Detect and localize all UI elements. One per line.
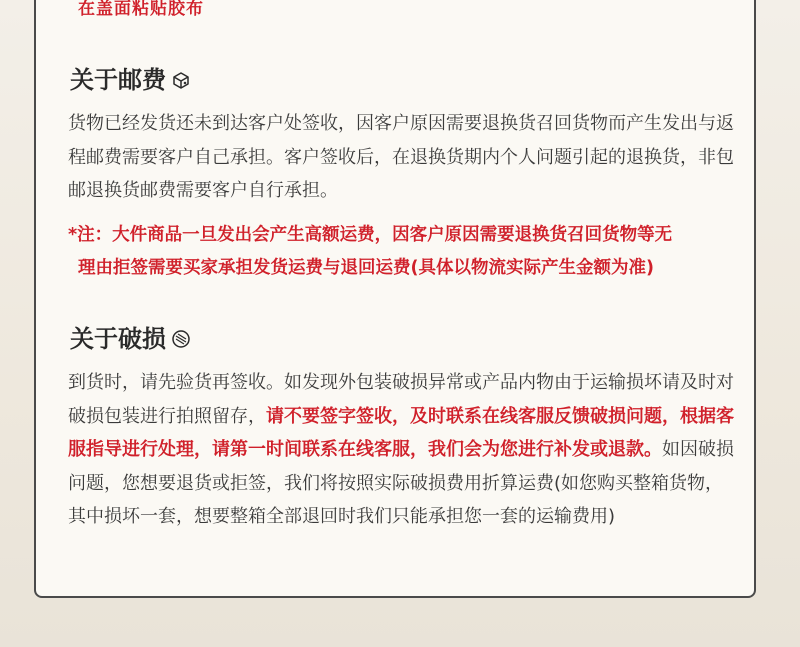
damage-body-part2: 如因破损问题，您想要退货或拒签，我们将按照实际破损费用折算运费(如您购买整箱货物，其中损坏一套，想要整箱全部退回时我们只能承担您一套的运输费用) [68, 439, 734, 527]
postage-section-title [70, 60, 191, 95]
postage-note-line1: *注：大件商品一旦发出会产生高额运费，因客户原因需要退换货召回货物等无 [68, 225, 673, 245]
damage-section-title [70, 319, 191, 354]
postage-body: 货物已经发货还未到达客户处签收，因客户原因需要退换货召回货物而产生发出与返程邮费需要客户自己承担。客户签收后，在退换货期内个人问题引起的退换货，非包邮退换货邮费需要客户自行承担。 [68, 113, 734, 201]
damage-body-part1: 到货时，请先验货再签收。如发现外包装破损异常或产品内物由于运输损坏请及时对破损包装进行拍照留存， [68, 372, 734, 427]
top-note: 在盖面粘贴胶布 [78, 0, 204, 19]
damage-body-red: 请不要签字签收，及时联系在线客服反馈破损问题，根据客服指导进行处理，请第一时间联系在线客服，我们会为您进行补发或退款。 [68, 405, 734, 460]
damage-body [68, 366, 738, 534]
postage-note-line2: 理由拒签需要买家承担发货运费与退回运费(具体以物流实际产生金额为准) [78, 258, 654, 278]
box-icon [171, 68, 191, 88]
damage-title-text: 关于破损 [70, 325, 166, 353]
postage-note [68, 219, 738, 285]
broken-box-icon [171, 327, 191, 347]
postage-title-text: 关于邮费 [70, 66, 166, 94]
